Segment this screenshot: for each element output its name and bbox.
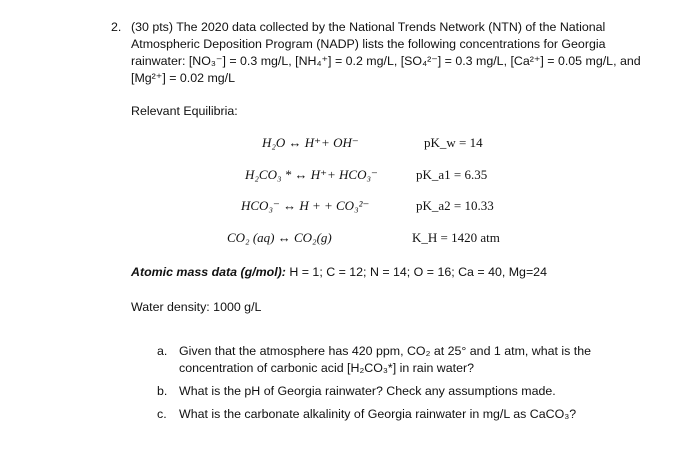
equilibrium-reaction-water: H₂O ↔ H⁺+ OH⁻ [262,135,359,150]
question-c-marker: c. [157,407,167,421]
problem-statement-line-1: (30 pts) The 2020 data collected by the National Trends Network (NTN) of the National [131,20,606,34]
problem-statement-line-4: [Mg²⁺] = 0.02 mg/L [131,71,235,85]
atomic-mass-label: Atomic mass data (g/mol): [131,265,286,279]
equilibria-heading: Relevant Equilibria: [131,104,238,118]
atomic-mass-data [131,264,547,280]
question-a-line-1: Given that the atmosphere has 420 ppm, CO₂ at 25° and 1 atm, what is the [179,344,592,358]
equilibrium-reaction-bicarbonate: HCO₃⁻ ↔ H + + CO₃²⁻ [241,198,370,213]
water-density: Water density: 1000 g/L [131,300,262,314]
equilibrium-constant-ka1: pK_a1 = 6.35 [416,167,488,182]
problem-number: 2. [111,20,122,34]
atomic-mass-values: H = 1; C = 12; N = 14; O = 16; Ca = 40, Mg=24 [285,265,547,279]
equilibrium-reaction-carbonic-acid: H₂CO₃ * ↔ H⁺+ HCO₃⁻ [245,167,378,182]
question-a-marker: a. [157,344,168,358]
equilibrium-constant-kh: K_H = 1420 atm [412,230,500,245]
problem-statement-line-2: Atmospheric Deposition Program (NADP) lists the following concentrations for Georgia [131,37,606,51]
question-b-text: What is the pH of Georgia rainwater? Check any assumptions made. [179,384,556,398]
equilibrium-constant-kw: pK_w = 14 [424,135,483,150]
question-a-line-2: concentration of carbonic acid [H₂CO₃*] in rain water? [179,361,474,375]
equilibrium-constant-ka2: pK_a2 = 10.33 [416,198,494,213]
question-c-text: What is the carbonate alkalinity of Georgia rainwater in mg/L as CaCO₃? [179,407,577,421]
equilibrium-reaction-co2: CO₂ (aq) ↔ CO₂(g) [227,230,332,245]
question-b-marker: b. [157,384,168,398]
problem-statement-line-3: rainwater: [NO₃⁻] = 0.3 mg/L, [NH₄⁺] = 0.2 mg/L, [SO₄²⁻] = 0.3 mg/L, [Ca²⁺] = 0.05 mg/L, and [131,54,641,68]
